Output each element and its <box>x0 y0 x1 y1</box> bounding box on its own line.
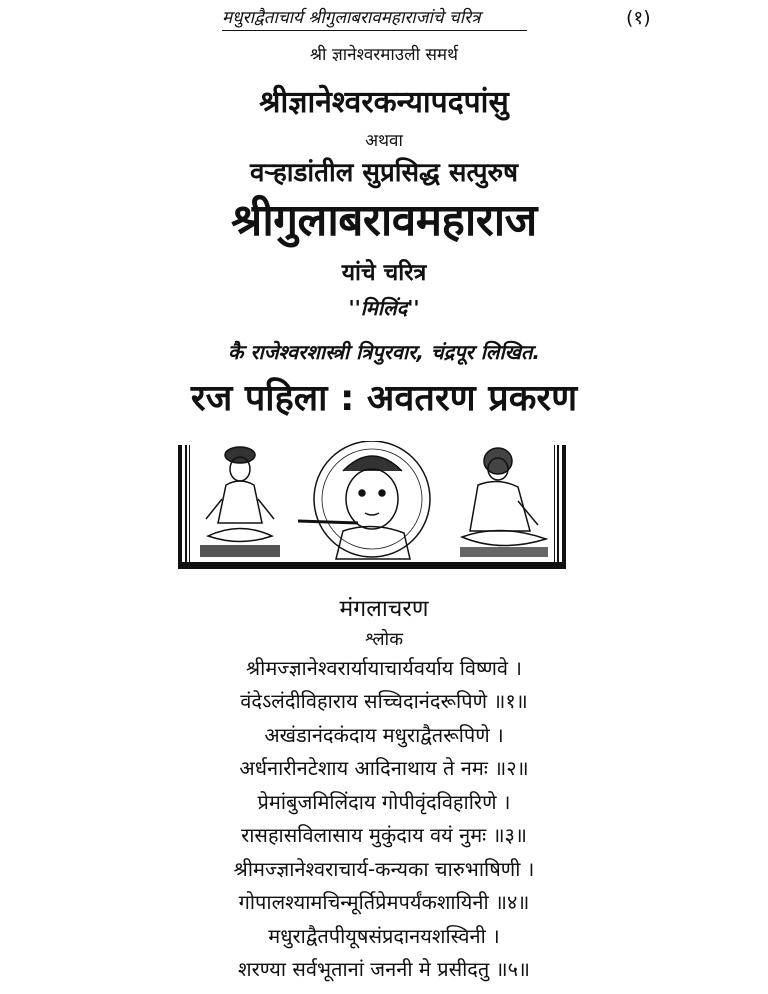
author-line: कै राजेश्वरशास्त्री त्रिपुरवार, चंद्रपूर लिखित. <box>228 340 540 364</box>
page-number: (१) <box>626 7 651 29</box>
verse-line: प्रेमांबुजमिलिंदाय गोपीवृंदविहारिणे । <box>257 790 511 814</box>
verse-line: रासहासविलासाय मुकुंदाय वयं नुमः ॥३॥ <box>241 823 527 847</box>
header-underline <box>222 30 527 31</box>
chapter-title: रज पहिला : अवतरण प्रकरण <box>190 378 578 419</box>
seated-saint-right-icon <box>460 448 548 557</box>
verse-line: मधुराद्वैतपीयूषसंप्रदानयशस्विनी । <box>268 924 500 948</box>
verse-line: अखंडानंदकंदाय मधुराद्वैतरूपिणे । <box>264 723 504 747</box>
main-title: श्रीज्ञानेश्वरकन्यापदपांसु <box>259 85 509 120</box>
biography-label: यांचे चरित्र <box>341 260 427 286</box>
pen-name: ''मिलिंद'' <box>348 296 420 320</box>
seated-saint-left-icon <box>200 447 280 557</box>
running-header-title: मधुराद्वैताचार्य श्रीगुलाबरावमहाराजांचे चरित्र <box>222 8 481 28</box>
krishna-with-flute-icon <box>298 441 430 559</box>
devotional-illustration <box>178 441 566 569</box>
shloka-label: श्लोक <box>364 629 404 650</box>
connector-word: अथवा <box>365 131 403 151</box>
section-heading-mangalacharan: मंगलाचरण <box>339 596 429 622</box>
verse-line: अर्धनारीनटेशाय आदिनाथाय ते नमः ॥२॥ <box>239 756 529 780</box>
verse-line: वंदेऽलंदीविहाराय सच्चिदानंदरूपिणे ॥१॥ <box>240 689 528 713</box>
verse-line: श्रीमज्ज्ञानेश्वराचार्य-कन्यका चारुभाषिणी । <box>233 857 535 881</box>
invocation-line: श्री ज्ञानेश्वरमाउली समर्थ <box>310 45 458 65</box>
verse-line: शरण्या सर्वभूतानां जननी मे प्रसीदतु ॥५॥ <box>237 957 531 981</box>
verse-line: श्रीमज्ज्ञानेश्वरार्यायाचार्यवर्याय विष्णवे । <box>246 656 522 680</box>
saint-name-title: श्रीगुलाबरावमहाराज <box>231 195 537 246</box>
verse-line: गोपालश्यामचिन्मूर्तिप्रेमपर्यंकशायिनी ॥४॥ <box>238 890 530 914</box>
subtitle: वऱ्हाडांतील सुप्रसिद्ध सत्पुरुष <box>249 158 519 188</box>
